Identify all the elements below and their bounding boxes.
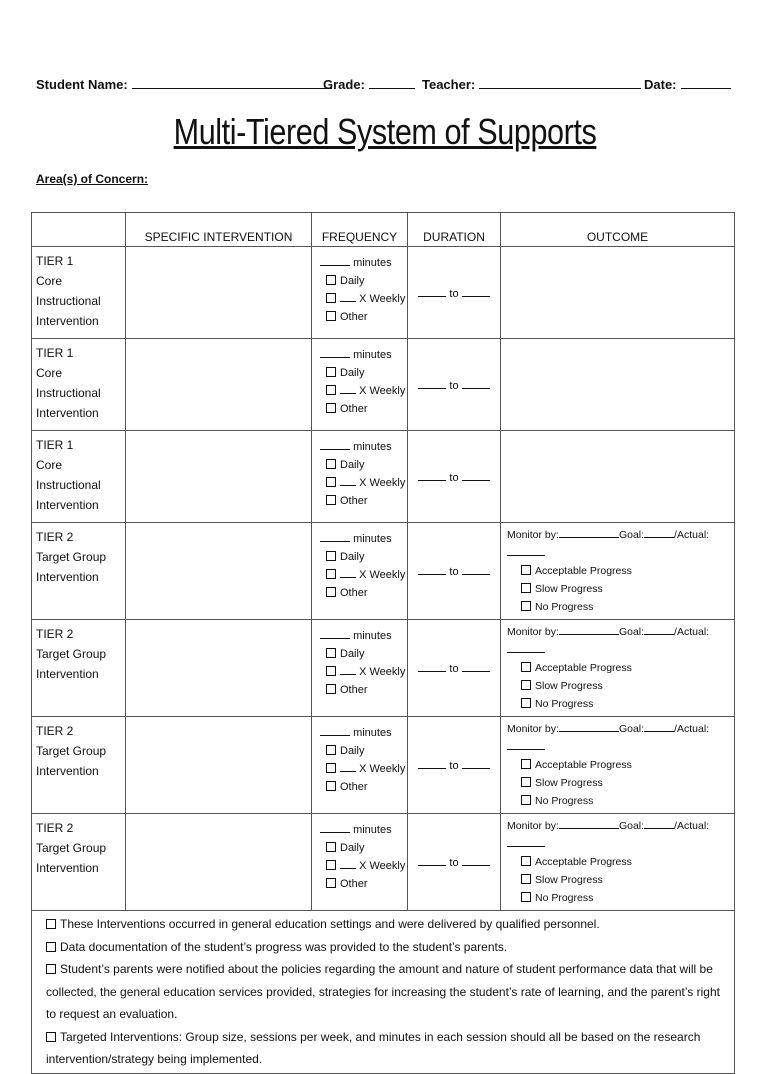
assurance-item[interactable]: Targeted Interventions: Group size, sessions per week, and minutes in each session should all be based on the research intervention/strategy being implemented. <box>46 1029 701 1066</box>
minutes-field[interactable]: minutes <box>320 346 407 364</box>
grade-field[interactable] <box>323 74 415 92</box>
assurance-item[interactable]: These Interventions occurred in general education settings and were delivered by qualified personnel. <box>46 913 720 936</box>
checkbox-icon[interactable] <box>326 781 336 791</box>
tier-label: TIER 1 <box>36 438 74 452</box>
tier-type: Core Instructional <box>36 274 101 308</box>
student-name-field[interactable] <box>36 74 332 92</box>
table-row <box>32 247 735 339</box>
duration-cell[interactable]: to <box>408 814 501 911</box>
page-title: Multi-Tiered System of Supports <box>173 111 597 152</box>
tier-cell <box>32 247 126 339</box>
checkbox-icon[interactable] <box>521 777 531 787</box>
tier-cell <box>32 814 126 911</box>
checkbox-icon[interactable] <box>326 569 336 579</box>
checkbox-icon[interactable] <box>326 878 336 888</box>
daily-option[interactable]: Daily <box>320 364 407 382</box>
no-progress-option[interactable]: No Progress <box>507 695 728 713</box>
tier-label: TIER 2 <box>36 821 74 835</box>
checkbox-icon[interactable] <box>46 1032 56 1042</box>
outcome-cell[interactable] <box>501 431 735 523</box>
date-line[interactable] <box>681 74 731 89</box>
tier-subtype: Intervention <box>36 861 99 875</box>
student-info-header <box>36 74 736 94</box>
checkbox-icon[interactable] <box>521 892 531 902</box>
tier-subtype: Intervention <box>36 764 99 778</box>
checkbox-icon[interactable] <box>46 964 56 974</box>
no-progress-option[interactable]: No Progress <box>507 792 728 810</box>
checkbox-icon[interactable] <box>521 680 531 690</box>
checkbox-icon[interactable] <box>326 842 336 852</box>
table-row <box>32 523 735 620</box>
checkbox-icon[interactable] <box>521 698 531 708</box>
checkbox-icon[interactable] <box>521 874 531 884</box>
other-option[interactable]: Other <box>320 308 407 326</box>
daily-option[interactable]: Daily <box>320 742 407 760</box>
tier-subtype: Intervention <box>36 498 99 512</box>
other-option[interactable]: Other <box>320 492 407 510</box>
checkbox-icon[interactable] <box>521 601 531 611</box>
assurance-item[interactable]: Data documentation of the student’s progress was provided to the student’s parents. <box>46 936 720 959</box>
daily-option[interactable]: Daily <box>320 548 407 566</box>
frequency-cell <box>312 717 408 814</box>
date-field[interactable] <box>644 74 731 92</box>
areas-of-concern-label: Area(s) of Concern: <box>36 172 149 186</box>
interventions-table <box>31 212 735 1074</box>
student-name-label: Student Name: <box>36 77 128 92</box>
minutes-field[interactable]: minutes <box>320 530 407 548</box>
checkbox-icon[interactable] <box>326 860 336 870</box>
frequency-cell <box>312 247 408 339</box>
outcome-cell[interactable]: Monitor by: Goal: /Actual: Acceptable Progress Slow Progress No Progress <box>501 620 735 717</box>
checkbox-icon[interactable] <box>326 459 336 469</box>
checkbox-icon[interactable] <box>326 551 336 561</box>
table-row <box>32 339 735 431</box>
table-header-row <box>32 213 735 247</box>
checkbox-icon[interactable] <box>326 403 336 413</box>
tier-subtype: Intervention <box>36 570 99 584</box>
table-row <box>32 814 735 911</box>
checkbox-icon[interactable] <box>46 942 56 952</box>
checkbox-icon[interactable] <box>521 856 531 866</box>
checkbox-icon[interactable] <box>326 293 336 303</box>
teacher-line[interactable] <box>479 74 641 89</box>
frequency-header: FREQUENCY <box>312 213 408 247</box>
daily-option[interactable]: Daily <box>320 272 407 290</box>
grade-label: Grade: <box>323 77 365 92</box>
checkbox-icon[interactable] <box>326 587 336 597</box>
specific-intervention-cell[interactable] <box>126 717 312 814</box>
checkbox-icon[interactable] <box>521 662 531 672</box>
weekly-option[interactable]: X Weekly <box>320 382 407 400</box>
slow-progress-option[interactable]: Slow Progress <box>507 677 728 695</box>
checkbox-icon[interactable] <box>326 311 336 321</box>
other-option[interactable]: Other <box>320 584 407 602</box>
checkbox-icon[interactable] <box>521 795 531 805</box>
tier-label: TIER 2 <box>36 724 74 738</box>
tier-type: Target Group <box>36 841 107 855</box>
minutes-field[interactable]: minutes <box>320 724 407 742</box>
other-option[interactable]: Other <box>320 875 407 893</box>
tier-cell <box>32 431 126 523</box>
tier-type: Core Instructional <box>36 366 101 400</box>
daily-option[interactable]: Daily <box>320 456 407 474</box>
checkbox-icon[interactable] <box>326 385 336 395</box>
other-option[interactable]: Other <box>320 400 407 418</box>
outcome-header: OUTCOME <box>501 213 735 247</box>
tier-column-header <box>32 213 126 247</box>
outcome-cell[interactable] <box>501 247 735 339</box>
grade-line[interactable] <box>369 74 415 89</box>
acceptable-progress-option[interactable]: Acceptable Progress <box>507 756 728 774</box>
tier-subtype: Intervention <box>36 406 99 420</box>
tier-subtype: Intervention <box>36 667 99 681</box>
duration-cell[interactable]: to <box>408 523 501 620</box>
specific-intervention-cell[interactable] <box>126 620 312 717</box>
specific-intervention-header: SPECIFIC INTERVENTION <box>126 213 312 247</box>
teacher-field[interactable] <box>422 74 641 92</box>
duration-cell[interactable]: to <box>408 339 501 431</box>
specific-intervention-cell[interactable] <box>126 814 312 911</box>
slow-progress-option[interactable]: Slow Progress <box>507 871 728 889</box>
daily-option[interactable]: Daily <box>320 645 407 663</box>
tier-cell <box>32 523 126 620</box>
weekly-option[interactable]: X Weekly <box>320 474 407 492</box>
slow-progress-option[interactable]: Slow Progress <box>507 774 728 792</box>
checkbox-icon[interactable] <box>326 495 336 505</box>
specific-intervention-cell[interactable] <box>126 431 312 523</box>
frequency-cell <box>312 339 408 431</box>
minutes-field[interactable]: minutes <box>320 821 407 839</box>
frequency-cell <box>312 431 408 523</box>
outcome-cell[interactable]: Monitor by: Goal: /Actual: Acceptable Progress Slow Progress No Progress <box>501 523 735 620</box>
tier-label: TIER 1 <box>36 254 74 268</box>
outcome-cell[interactable]: Monitor by: Goal: /Actual: Acceptable Progress Slow Progress No Progress <box>501 814 735 911</box>
tier-type: Target Group <box>36 744 107 758</box>
frequency-cell <box>312 814 408 911</box>
frequency-cell <box>312 620 408 717</box>
date-label: Date: <box>644 77 677 92</box>
checkbox-icon[interactable] <box>521 759 531 769</box>
minutes-field[interactable]: minutes <box>320 627 407 645</box>
weekly-option[interactable]: X Weekly <box>320 663 407 681</box>
checkbox-icon[interactable] <box>521 583 531 593</box>
checkbox-icon[interactable] <box>326 477 336 487</box>
tier-cell <box>32 339 126 431</box>
checkbox-icon[interactable] <box>521 565 531 575</box>
checkbox-icon[interactable] <box>326 648 336 658</box>
acceptable-progress-option[interactable]: Acceptable Progress <box>507 853 728 871</box>
slow-progress-option[interactable]: Slow Progress <box>507 580 728 598</box>
specific-intervention-cell[interactable] <box>126 523 312 620</box>
tier-subtype: Intervention <box>36 314 99 328</box>
duration-header: DURATION <box>408 213 501 247</box>
acceptable-progress-option[interactable]: Acceptable Progress <box>507 659 728 677</box>
acceptable-progress-option[interactable]: Acceptable Progress <box>507 562 728 580</box>
minutes-field[interactable]: minutes <box>320 254 407 272</box>
assurance-item[interactable]: Student’s parents were notified about the policies regarding the amount and nature of student performance data that will be collected, the general education services provided, strategies for increasing the student’s rate of learning, and the parent’s right to request an evaluation. <box>46 962 720 1021</box>
weekly-option[interactable]: X Weekly <box>320 290 407 308</box>
table-row <box>32 431 735 523</box>
tier-type: Target Group <box>36 647 107 661</box>
teacher-label: Teacher: <box>422 77 476 92</box>
checkbox-icon[interactable] <box>326 367 336 377</box>
no-progress-option[interactable]: No Progress <box>507 889 728 907</box>
other-option[interactable]: Other <box>320 681 407 699</box>
tier-label: TIER 1 <box>36 346 74 360</box>
tier-cell <box>32 620 126 717</box>
checkbox-icon[interactable] <box>326 666 336 676</box>
table-row <box>32 717 735 814</box>
tier-type: Core Instructional <box>36 458 101 492</box>
checkbox-icon[interactable] <box>326 745 336 755</box>
weekly-option[interactable]: X Weekly <box>320 566 407 584</box>
duration-cell[interactable]: to <box>408 620 501 717</box>
assurances-section <box>32 911 735 1074</box>
outcome-cell[interactable] <box>501 339 735 431</box>
tier-cell <box>32 717 126 814</box>
checkbox-icon[interactable] <box>46 919 56 929</box>
checkbox-icon[interactable] <box>326 763 336 773</box>
daily-option[interactable]: Daily <box>320 839 407 857</box>
frequency-cell <box>312 523 408 620</box>
outcome-cell[interactable]: Monitor by: Goal: /Actual: Acceptable Progress Slow Progress No Progress <box>501 717 735 814</box>
tier-label: TIER 2 <box>36 530 74 544</box>
student-name-line[interactable] <box>132 74 332 89</box>
minutes-field[interactable]: minutes <box>320 438 407 456</box>
specific-intervention-cell[interactable] <box>126 339 312 431</box>
table-row <box>32 620 735 717</box>
weekly-option[interactable]: X Weekly <box>320 760 407 778</box>
other-option[interactable]: Other <box>320 778 407 796</box>
no-progress-option[interactable]: No Progress <box>507 598 728 616</box>
weekly-option[interactable]: X Weekly <box>320 857 407 875</box>
checkbox-icon[interactable] <box>326 684 336 694</box>
duration-cell[interactable]: to <box>408 247 501 339</box>
checkbox-icon[interactable] <box>326 275 336 285</box>
specific-intervention-cell[interactable] <box>126 247 312 339</box>
tier-type: Target Group <box>36 550 107 564</box>
duration-cell[interactable]: to <box>408 717 501 814</box>
duration-cell[interactable]: to <box>408 431 501 523</box>
tier-label: TIER 2 <box>36 627 74 641</box>
